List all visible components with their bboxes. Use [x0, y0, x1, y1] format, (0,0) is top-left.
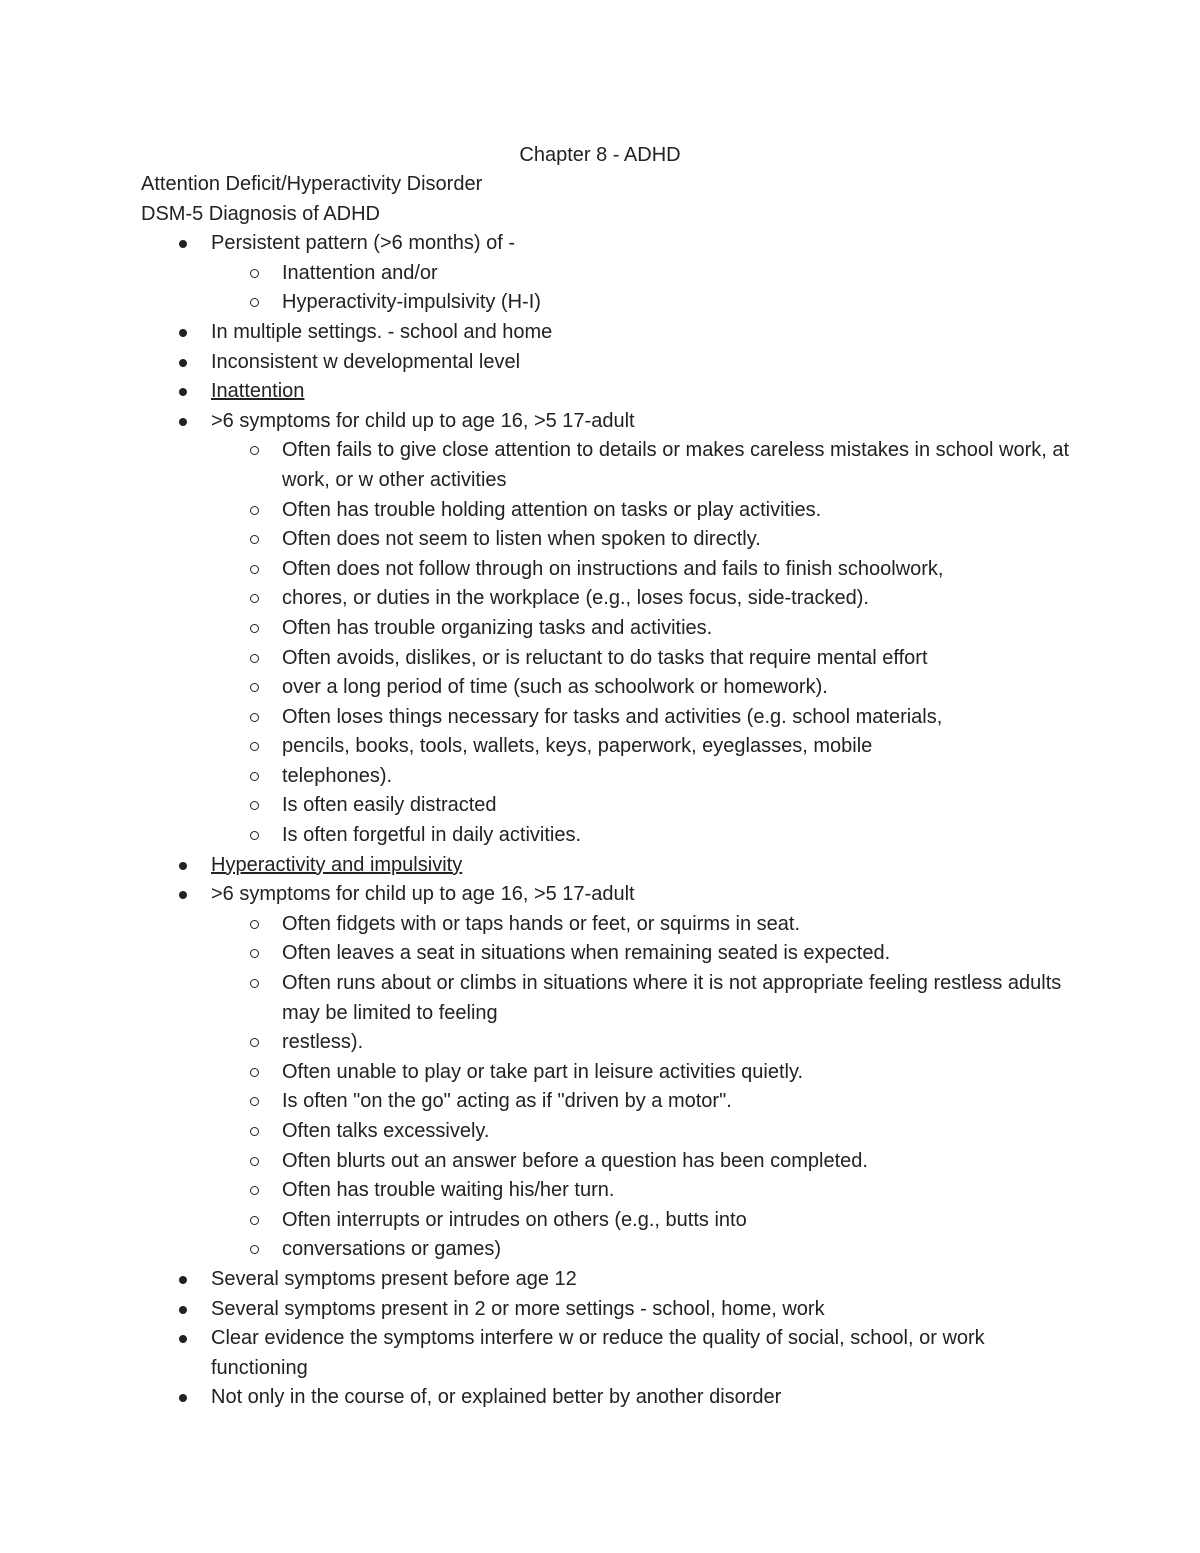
document-body [141, 170, 1081, 1413]
sub-list-item [0, 703, 1081, 733]
list-item-text: Often leaves a seat in situations when remaining seated is expected. [282, 942, 891, 965]
hollow-bullet-icon [250, 772, 259, 781]
bullet-icon [179, 418, 187, 426]
hollow-bullet-icon [250, 594, 259, 603]
bullet-icon [179, 240, 187, 248]
bullet-icon [179, 891, 187, 899]
list-item [0, 1324, 1081, 1383]
list-item-text: Often fails to give close attention to details or makes careless mistakes in school work, at work, or w other activities [282, 439, 1070, 491]
sub-list-item [0, 673, 1081, 703]
sub-list-item [0, 732, 1081, 762]
sub-list-item [0, 1028, 1081, 1058]
hollow-bullet-icon [250, 831, 259, 840]
hollow-bullet-icon [250, 713, 259, 722]
page-title: Chapter 8 - ADHD [519, 144, 681, 166]
sub-list-item [0, 436, 1081, 495]
list-item-text: Often has trouble organizing tasks and activities. [282, 616, 713, 639]
hollow-bullet-icon [250, 565, 259, 574]
hollow-bullet-icon [250, 979, 259, 988]
list-item-text: Often unable to play or take part in leisure activities quietly. [282, 1060, 804, 1083]
list-item [0, 318, 1081, 348]
list-item-text: Often blurts out an answer before a question has been completed. [282, 1149, 868, 1172]
list-item [0, 348, 1081, 378]
list-item-text: Often does not follow through on instructions and fails to finish schoolwork, [282, 557, 944, 580]
list-item-text: restless). [282, 1031, 364, 1054]
sub-list-item [0, 1058, 1081, 1088]
list-item [0, 229, 1081, 259]
sub-list-item [0, 1176, 1081, 1206]
list-item [0, 880, 1081, 910]
bullet-icon [179, 862, 187, 870]
hollow-bullet-icon [250, 1068, 259, 1077]
hollow-bullet-icon [250, 683, 259, 692]
sub-list-item [0, 614, 1081, 644]
hollow-bullet-icon [250, 1038, 259, 1047]
list-item [0, 851, 1081, 881]
hollow-bullet-icon [250, 446, 259, 455]
hollow-bullet-icon [250, 1216, 259, 1225]
sub-list-item [0, 644, 1081, 674]
sub-list-item [0, 791, 1081, 821]
bullet-icon [179, 329, 187, 337]
hollow-bullet-icon [250, 949, 259, 958]
list-item-text: Hyperactivity-impulsivity (H-I) [282, 291, 541, 314]
hollow-bullet-icon [250, 1245, 259, 1254]
sub-list-item [0, 288, 1081, 318]
sub-list-item [0, 762, 1081, 792]
hollow-bullet-icon [250, 1157, 259, 1166]
list-item-text: conversations or games) [282, 1238, 501, 1261]
hollow-bullet-icon [250, 506, 259, 515]
hollow-bullet-icon [250, 298, 259, 307]
section-heading: DSM-5 Diagnosis of ADHD [141, 202, 380, 225]
sub-list-item [0, 555, 1081, 585]
list-item-text: Is often "on the go" acting as if "driven by a motor". [282, 1090, 732, 1113]
hollow-bullet-icon [250, 269, 259, 278]
hollow-bullet-icon [250, 801, 259, 810]
list-item-text: chores, or duties in the workplace (e.g., loses focus, side-tracked). [282, 587, 869, 610]
sub-list-item [0, 1117, 1081, 1147]
list-item-text: Often loses things necessary for tasks and activities (e.g. school materials, [282, 705, 943, 728]
bullet-icon [179, 1335, 187, 1343]
hollow-bullet-icon [250, 654, 259, 663]
hollow-bullet-icon [250, 1127, 259, 1136]
sub-list-item [0, 910, 1081, 940]
list-item-text: pencils, books, tools, wallets, keys, paperwork, eyeglasses, mobile [282, 735, 873, 758]
hollow-bullet-icon [250, 1097, 259, 1106]
sub-list-item [0, 259, 1081, 289]
list-item-text: Often does not seem to listen when spoken to directly. [282, 528, 761, 551]
list-item-text: Persistent pattern (>6 months) of - [211, 232, 516, 255]
bullet-icon [179, 1276, 187, 1284]
sub-list-item [0, 1235, 1081, 1265]
list-item [0, 1383, 1081, 1413]
list-item-text: Often interrupts or intrudes on others (e.g., butts into [282, 1208, 747, 1231]
list-item-text: Often has trouble waiting his/her turn. [282, 1179, 615, 1202]
list-item-text: telephones). [282, 764, 393, 787]
list-item [0, 1295, 1081, 1325]
list-item-text: Often has trouble holding attention on tasks or play activities. [282, 498, 822, 521]
list-item [0, 1265, 1081, 1295]
bullet-icon [179, 1394, 187, 1402]
sub-list-item [0, 1206, 1081, 1236]
list-item-text: Often runs about or climbs in situations where it is not appropriate feeling restless adults may be limited to feeling [282, 972, 1062, 1024]
subtitle-line: Attention Deficit/Hyperactivity Disorder [141, 173, 483, 195]
list-item-text: In multiple settings. - school and home [211, 320, 553, 343]
list-item-text: Not only in the course of, or explained better by another disorder [211, 1386, 782, 1409]
bullet-icon [179, 359, 187, 367]
list-item-text: Is often easily distracted [282, 794, 497, 817]
sub-list-item [0, 496, 1081, 526]
list-item-text: over a long period of time (such as schoolwork or homework). [282, 676, 828, 699]
sub-list-item [0, 969, 1081, 1028]
bullet-icon [179, 1306, 187, 1314]
list-item-text: Often avoids, dislikes, or is reluctant to do tasks that require mental effort [282, 646, 928, 669]
hollow-bullet-icon [250, 742, 259, 751]
list-item-text: Inattention and/or [282, 261, 438, 284]
sub-list-item [0, 1087, 1081, 1117]
hollow-bullet-icon [250, 624, 259, 633]
hollow-bullet-icon [250, 920, 259, 929]
list-item [0, 377, 1081, 407]
list-item [0, 407, 1081, 437]
list-item-text: Several symptoms present before age 12 [211, 1267, 577, 1290]
list-item-text: Several symptoms present in 2 or more settings - school, home, work [211, 1297, 825, 1320]
hollow-bullet-icon [250, 1186, 259, 1195]
list-item-text: Inattention [211, 380, 305, 403]
sub-list-item [0, 821, 1081, 851]
sub-list-item [0, 1147, 1081, 1177]
sub-list-item [0, 525, 1081, 555]
list-item-text: Clear evidence the symptoms interfere w or reduce the quality of social, school, or work functioning [211, 1327, 985, 1379]
list-item-text: >6 symptoms for child up to age 16, >5 17-adult [211, 409, 635, 432]
sub-list-item [0, 584, 1081, 614]
sub-list-item [0, 939, 1081, 969]
list-item-text: Hyperactivity and impulsivity [211, 853, 463, 876]
list-item-text: Inconsistent w developmental level [211, 350, 521, 373]
list-item-text: Is often forgetful in daily activities. [282, 824, 582, 847]
list-item-text: Often fidgets with or taps hands or feet, or squirms in seat. [282, 912, 801, 935]
list-item-text: >6 symptoms for child up to age 16, >5 17-adult [211, 883, 635, 906]
list-item-text: Often talks excessively. [282, 1120, 490, 1142]
hollow-bullet-icon [250, 535, 259, 544]
diagnosis-list [0, 229, 1081, 1413]
bullet-icon [179, 388, 187, 396]
